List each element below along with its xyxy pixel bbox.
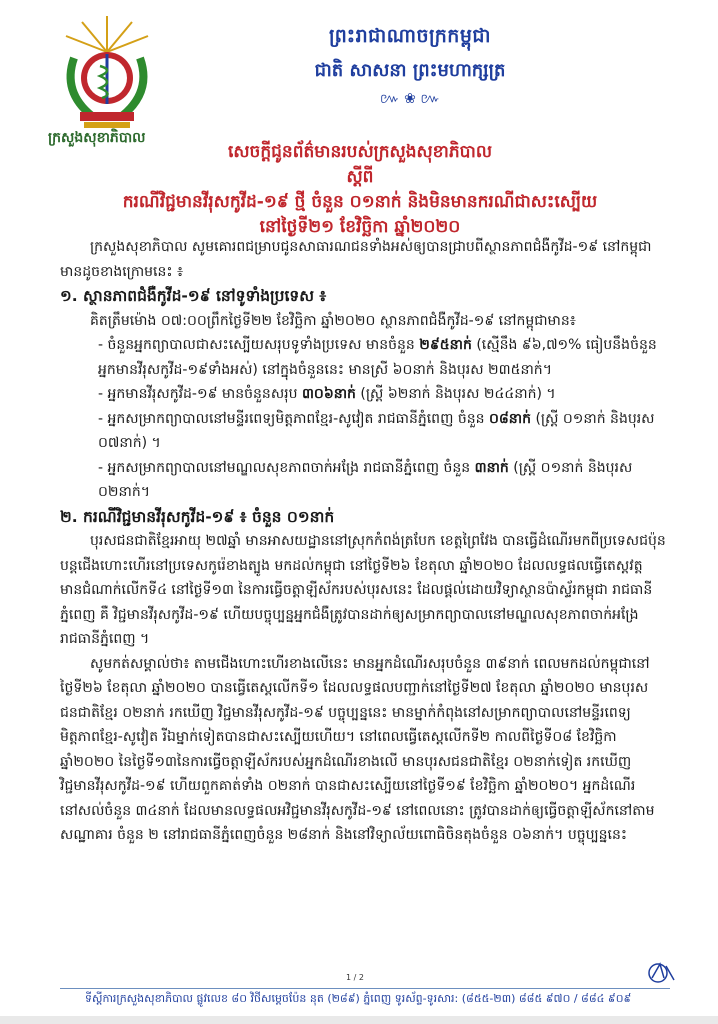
page-number: 1 / 2 <box>346 973 364 982</box>
intro-paragraph: ក្រសួងសុខាភិបាល សូមគោរពជម្រាបជូនសាធារណជនទាំងអស់ឲ្យបានជ្រាបពីស្ថានភាពជំងឺកូវីដ-១៩ នៅកម្ពុជា មានដូចខាងក្រោមនេះ ៖ <box>60 239 652 280</box>
section-1-heading: ១. ស្ថានភាពជំងឺកូវីដ-១៩ នៅទូទាំងប្រទេស ៖ <box>60 287 327 305</box>
title-line-2: ស្តីពី <box>346 167 374 187</box>
section-2-paragraph-1: បុរសជនជាតិខ្មែរអាយុ ២៧ឆ្នាំ មានអាសយដ្ឋាននៅស្រុកកំពង់ត្របែក ខេត្តព្រៃវែង បានធ្វើដំណើរមកពីប្រទេសជប៉ុន បន្តជើងហោះហើរនៅប្រទេសកូរ៉េខាងត្បូង មកដល់កម្ពុជា នៅថ្ងៃទី២៦ ខែតុលា ឆ្នាំ២០២០ ដែលលទ្ធផលធ្វើតេស្តវត្តមានជំណាក់លើកទី៤ នៅថ្ងៃទី១៣ នៃការធ្វើចត្តាឡីស័ករបស់បុរសនេះ ដែលផ្តល់ដោយវិទ្យាស្ថានប៉ាស្ទ័រកម្ពុជា រាជធានីភ្នំពេញ គឺ វិជ្ជមានវីរុសកូវីដ-១៩ ហើយបច្ចុប្បន្នអ្នកជំងឺត្រូវបានដាក់ឲ្យសម្រាកព្យាបាលនៅមណ្ឌលសុខភាពចាក់អង្រែ រាជធានីភ្នំពេញ ។ <box>60 533 666 647</box>
bullet-recovered-text: - ចំនួនអ្នកព្យាបាលជាសះស្បើយសរុបទូទាំងប្រទេស មានចំនួន <box>98 337 415 353</box>
bullet-total-detail: (ស្ត្រី ៦២នាក់ និងបុរស ២៤៤នាក់) ។ <box>360 386 556 402</box>
bullet-health-center-text: - អ្នកសម្រាកព្យាបាលនៅមណ្ឌលសុខភាពចាក់អង្រែ រាជធានីភ្នំពេញ ចំនួន <box>98 459 471 476</box>
document-body <box>60 235 670 848</box>
bullet-hospital <box>60 407 670 456</box>
bullet-hospital-count: ០៨នាក់ <box>488 410 532 427</box>
bullet-total-count: ៣០៦នាក់ <box>301 386 356 402</box>
bullet-health-center-count: ៣នាក់ <box>474 459 509 476</box>
bullet-total-text: - អ្នកមានវីរុសកូវីដ-១៩ មានចំនួនសរុប <box>98 386 298 402</box>
footer-divider <box>60 988 670 989</box>
ministry-logo <box>52 12 162 134</box>
section-2-paragraph-2: សូមកត់សម្គាល់ថា៖ តាមជើងហោះហើរខាងលើនេះ មានអ្នកដំណើរសរុបចំនួន ៣៩នាក់ ពេលមកដល់កម្ពុជានៅថ្ងៃទី២៦ ខែតុលា ឆ្នាំ២០២០ បានធ្វើតេស្តលើកទី១ ដែលលទ្ធផលបញ្ជាក់នៅថ្ងៃទី២៧ ខែតុលា ឆ្នាំ២០២០ មានបុរសជនជាតិខ្មែរ ០២នាក់ រកឃើញ វិជ្ជមានវីរុសកូវីដ-១៩ បច្ចុប្បន្ននេះ មានម្នាក់កំពុងនៅសម្រាកព្យាបាលនៅមន្ទីរពេទ្យមិត្តភាពខ្មែរ-សូវៀត រីឯម្នាក់ទៀតបានជាសះស្បើយហើយ។ នៅពេលធ្វើតេស្តលើកទី២ កាលពីថ្ងៃទី០៨ ខែវិច្ឆិកា ឆ្នាំ២០២០ នៃថ្ងៃទី១៣នៃការធ្វើចត្តាឡីស័ករបស់អ្នកដំណើរខាងលើ មានបុរសជនជាតិខ្មែរ ០២នាក់ទៀត រកឃើញ វិជ្ជមានវីរុសកូវីដ-១៩ ហើយពួកគាត់ទាំង ០២នាក់ បានជាសះស្បើយនៅថ្ងៃទី១៩ ខែវិច្ឆិកា ឆ្នាំ២០២០។ អ្នកដំណើរនៅសល់ចំនួន ៣៤នាក់ ដែលមានលទ្ធផលអវិជ្ជមានវីរុសកូវីដ-១៩ នៅពេលនោះ ត្រូវបានដាក់ឲ្យធ្វើចត្តាឡីស័កនៅតាមសណ្ឋាគារ ចំនួន ២ នៅរាជធានីភ្នំពេញចំនួន ២៨នាក់ និងនៅវិទ្យាល័យពោធិចិនតុងចំនួន ០៦នាក់។ បច្ចុប្បន្ននេះ <box>60 655 655 843</box>
section-1-lead: គិតត្រឹមម៉ោង ០៧:០០ព្រឹកថ្ងៃទី២២ ខែវិច្ឆិកា ឆ្នាំ២០២០ ស្ថានភាពជំងឺកូវីដ-១៩ នៅកម្ពុជាមាន៖ <box>90 312 576 329</box>
ornament: ៚ ❀ ៚ <box>379 91 441 107</box>
bullet-health-center <box>60 456 670 505</box>
kingdom-name: ព្រះរាជាណាចក្រកម្ពុជា <box>329 25 491 47</box>
ministry-name: ក្រសួងសុខាភិបាល <box>48 130 146 146</box>
document-title <box>60 140 660 240</box>
kingdom-header <box>260 24 560 110</box>
signature-mark <box>644 960 680 984</box>
bullet-recovered <box>60 333 670 382</box>
title-line-1: សេចក្តីជូនព័ត៌មានរបស់ក្រសួងសុខាភិបាល <box>227 142 493 162</box>
bullet-health-center-detail: (ស្ត្រី ០១នាក់ និងបុរស ០២នាក់។ <box>98 459 633 500</box>
national-motto: ជាតិ សាសនា ព្រះមហាក្សត្រ <box>314 60 506 81</box>
bullet-total-cases <box>60 382 670 407</box>
bullet-recovered-count: ២៩៥នាក់ <box>419 337 472 353</box>
scan-edge <box>0 1016 718 1024</box>
bullet-hospital-detail: (ស្ត្រី ០១នាក់ និងបុរស ០៧នាក់) ។ <box>98 410 655 451</box>
title-line-3: ករណីវិជ្ជមានវីរុសកូវីដ-១៩ ថ្មី ចំនួន ០១នាក់ និងមិនមានករណីជាសះស្បើយ <box>122 192 598 212</box>
section-2-heading: ២. ករណីវិជ្ជមានវីរុសកូវីដ-១៩ ៖ ចំនួន ០១នាក់ <box>60 507 335 526</box>
footer-address: ទីស្តីការក្រសួងសុខាភិបាល ផ្លូវលេខ ៨០ វិថីសម្តេចប៉ែន នុត (២៨៩) ភ្នំពេញ ទូរស័ព្ទ-ទូរសារ: (៨៥៥-២៣) ៨៨៥ ៩៧០ / ៨៨៤ ៩០៩ <box>85 992 632 1005</box>
bullet-recovered-detail: (ស្មើនឹង ៩៦,៧១% ធៀបនឹងចំនួនអ្នកមានវីរុសកូវីដ-១៩ទាំងអស់) នៅក្នុងចំនួននេះ មានស្រី ៦០នាក់ និងបុរស ២៣៥នាក់។ <box>98 337 657 378</box>
bullet-hospital-text: - អ្នកសម្រាកព្យាបាលនៅមន្ទីរពេទ្យមិត្តភាពខ្មែរ-សូវៀត រាជធានីភ្នំពេញ ចំនួន <box>98 410 485 427</box>
title-line-4: នៅថ្ងៃទី២១ ខែវិច្ឆិកា ឆ្នាំ២០២០ <box>259 217 461 237</box>
